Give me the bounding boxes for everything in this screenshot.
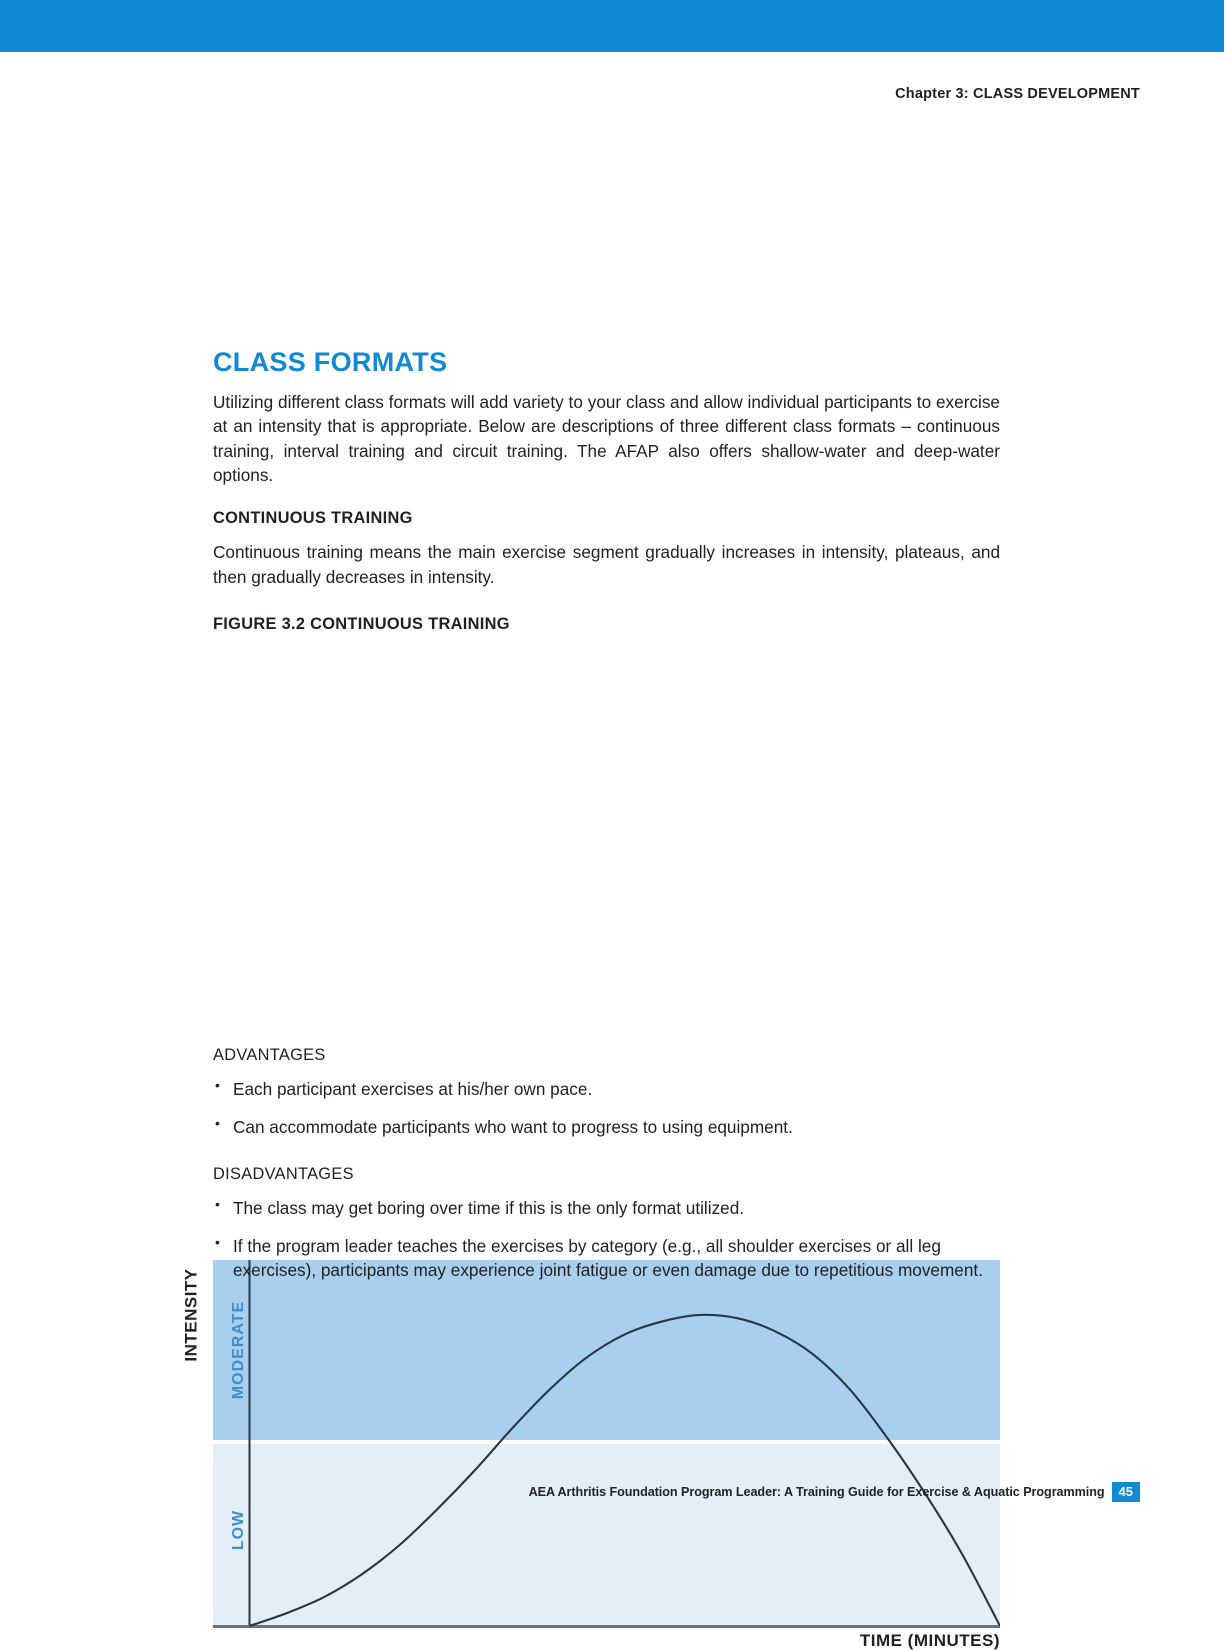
- figure-caption: FIGURE 3.2 CONTINUOUS TRAINING: [213, 615, 510, 634]
- page-title: CLASS FORMATS: [213, 347, 448, 377]
- chart-intensity-curve: [250, 1315, 1001, 1626]
- chart-band-label-moderate-text: MODERATE: [230, 1300, 247, 1400]
- pros-and-cons: [213, 1046, 1000, 1282]
- disadvantages-heading: DISADVANTAGES: [213, 1165, 354, 1184]
- main-content: [213, 348, 1000, 642]
- page-footer: [529, 1482, 1140, 1502]
- list-item: • Each participant exercises at his/her own pace.: [213, 1077, 1000, 1101]
- chart-x-axis-label: TIME (MINUTES): [859, 1631, 1000, 1650]
- footer-title: AEA Arthritis Foundation Program Leader: A Training Guide for Exercise & Aquatic Programming: [528, 1485, 1105, 1499]
- chart-y-axis-label: [172, 1260, 212, 1370]
- intro-paragraph: Utilizing different class formats will add variety to your class and allow individual participants to exercise at an intensity that is appropriate. Below are descriptions of three different class formats – continuous training, interval training and circuit training. The AFAP also offers shallow-water and deep-water options.: [213, 391, 1000, 485]
- chart-plot-area: [213, 1260, 1000, 1628]
- list-item: • If the program leader teaches the exercises by category (e.g., all shoulder exercises or all leg exercises), participants may experience joint fatigue or even damage due to repetitious movement.: [213, 1234, 1000, 1282]
- page-number-badge: 45: [1112, 1482, 1140, 1502]
- subsection-paragraph: Continuous training means the main exercise segment gradually increases in intensity, plateaus, and then gradually decreases in intensity.: [213, 542, 1000, 587]
- running-head: Chapter 3: CLASS DEVELOPMENT: [895, 86, 1140, 102]
- disadvantages-list: [213, 1196, 1000, 1282]
- subsection-heading: CONTINUOUS TRAINING: [213, 509, 413, 528]
- list-item: • Can accommodate participants who want to progress to using equipment.: [213, 1115, 1000, 1139]
- advantages-list: [213, 1077, 1000, 1139]
- advantages-heading: ADVANTAGES: [213, 1046, 326, 1064]
- chart-axes-and-curve: [213, 1260, 1000, 1628]
- list-item: • The class may get boring over time if this is the only format utilized.: [213, 1196, 1000, 1220]
- top-banner: [0, 0, 1224, 52]
- chart-band-label-low-text: LOW: [230, 1509, 248, 1551]
- chart-y-axis-label-text: INTENSITY: [182, 1268, 202, 1362]
